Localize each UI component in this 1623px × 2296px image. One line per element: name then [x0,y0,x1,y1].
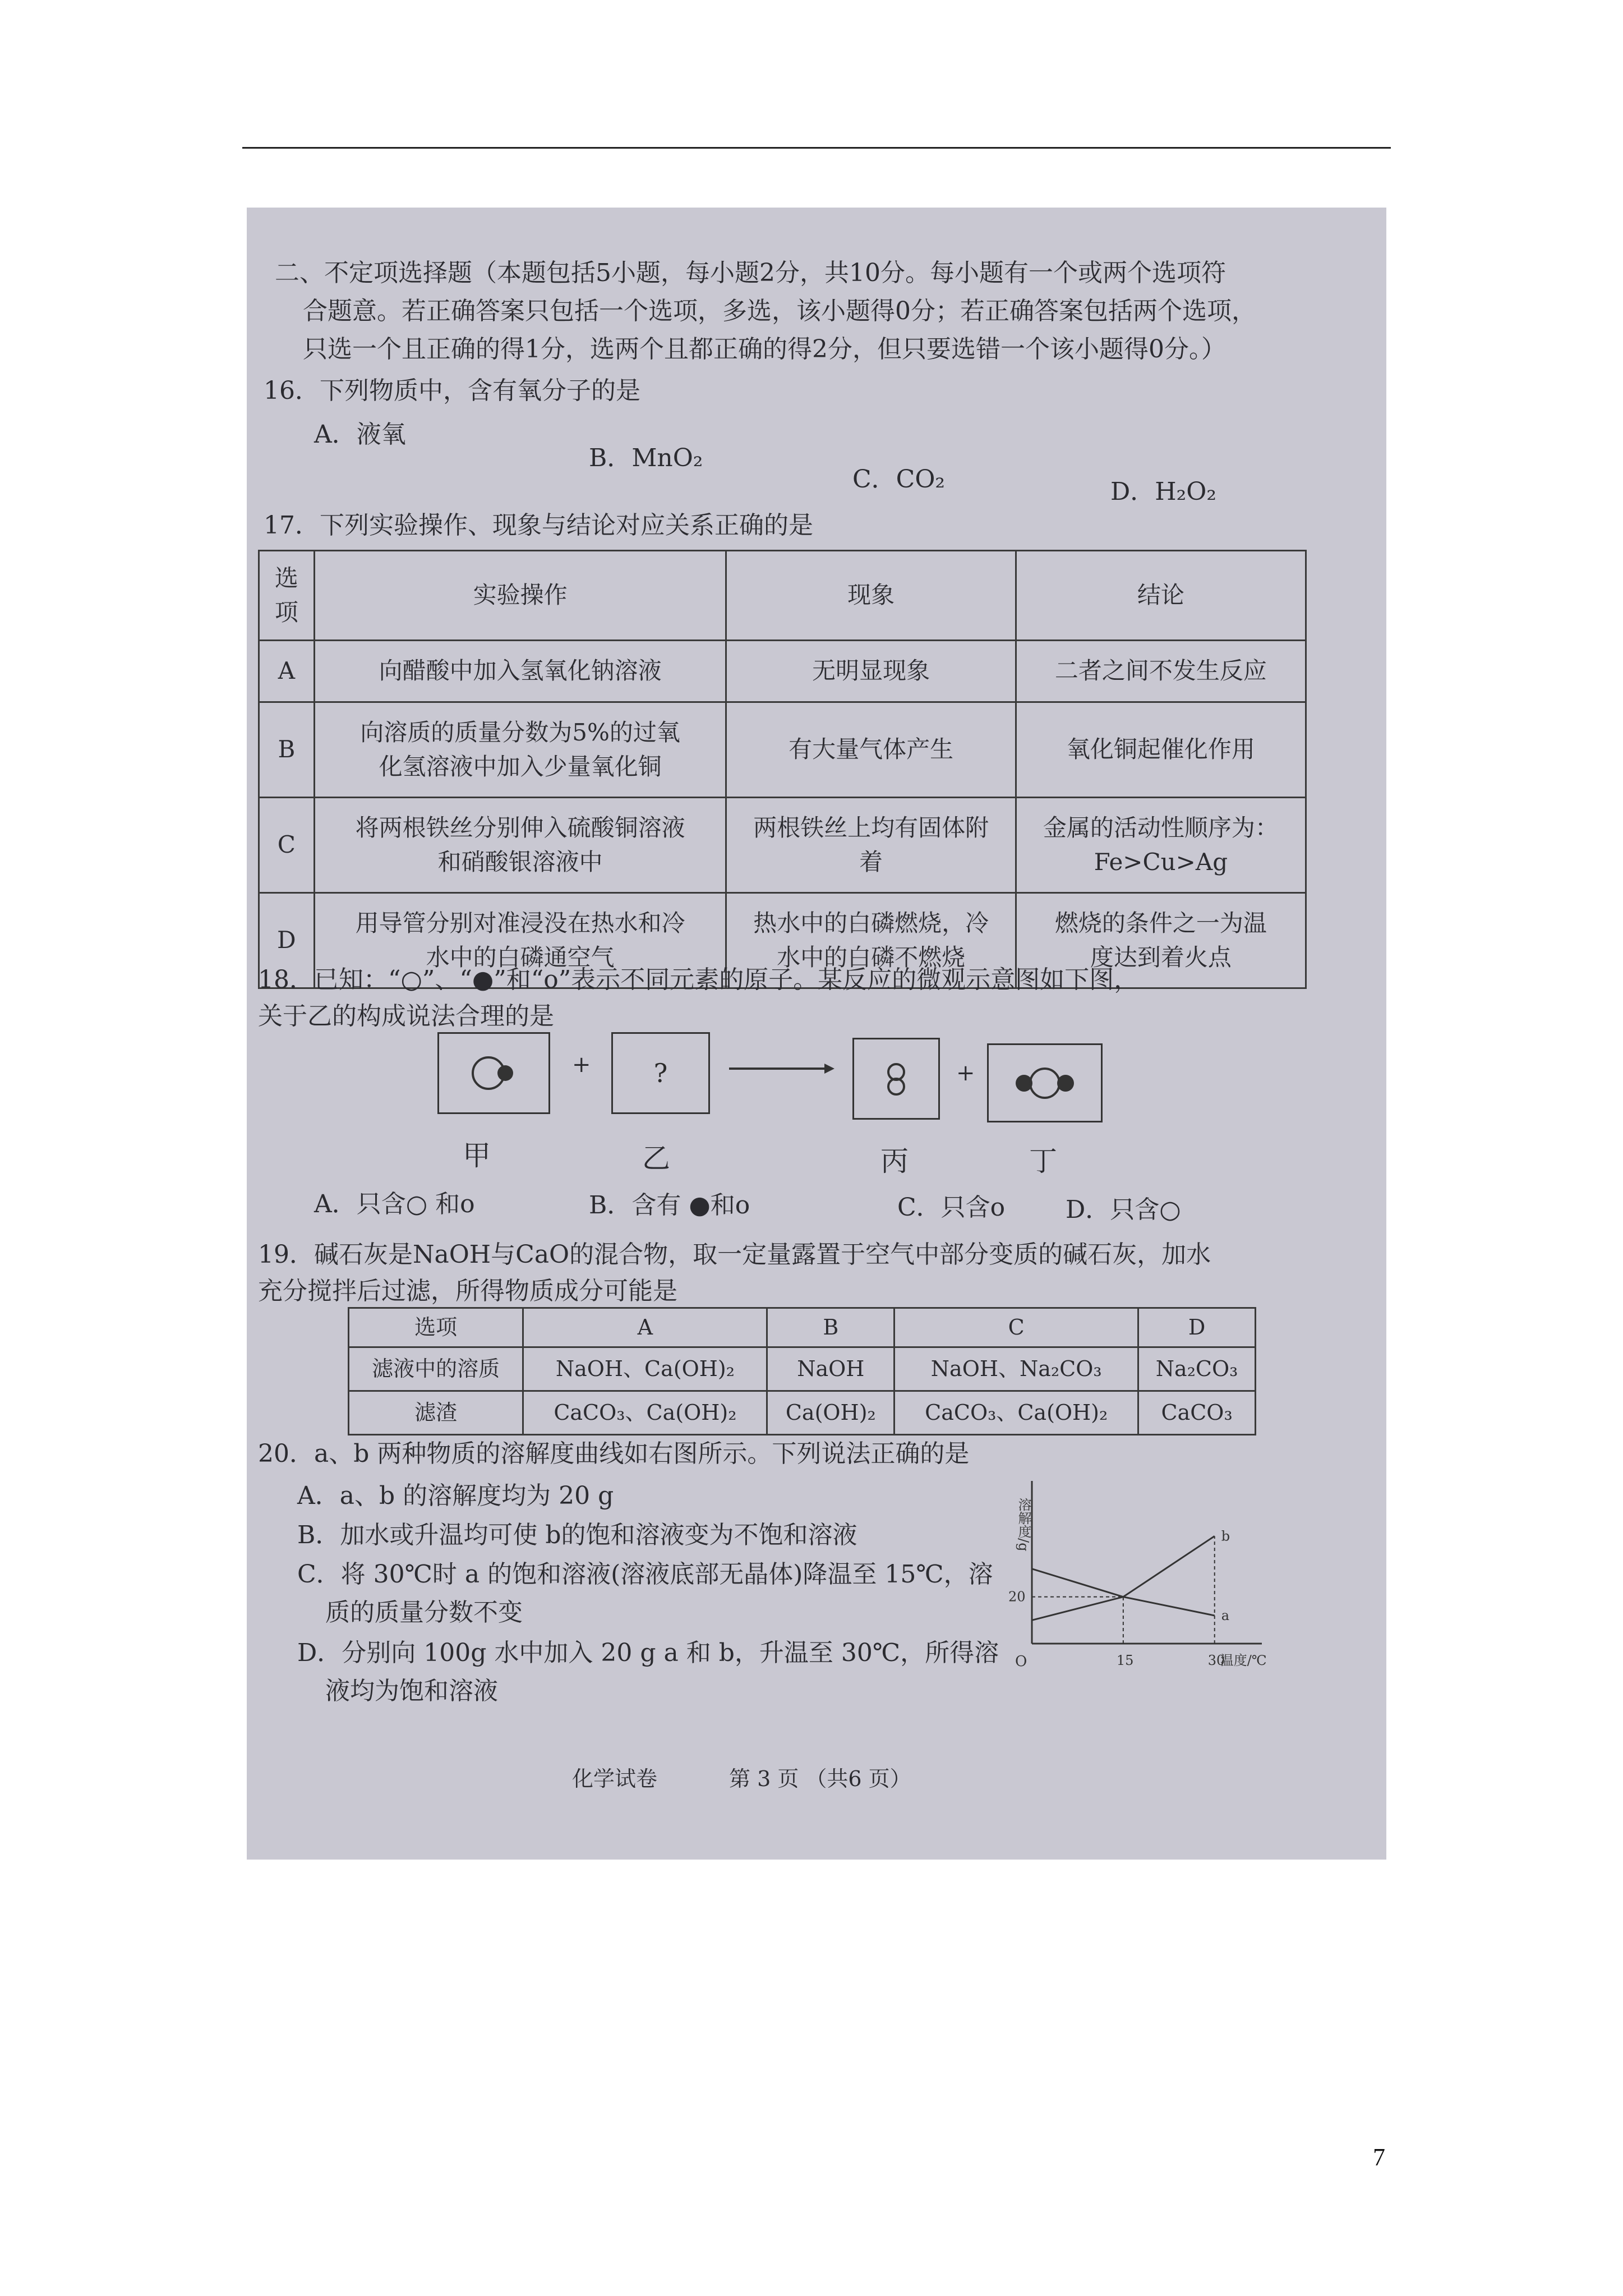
q19-row2-b: Ca(OH)₂ [767,1391,895,1435]
q19-table [348,1307,1256,1435]
plus-sign-1: + [572,1052,591,1078]
q17-row-phenomenon: 热水中的白磷燃烧，冷 水中的白磷不燃烧 [726,893,1016,988]
table-row [349,1391,1256,1435]
section-heading-line2: 合题意。若正确答案只包括一个选项，多选，该小题得0分；若正确答案包括两个选项， [303,297,1256,325]
section-heading-line1: 二、不定项选择题（本题包括5小题，每小题2分，共10分。每小题有一个或两个选项符 [275,259,1226,287]
q17-row-option: D [259,893,315,988]
q19-row1-label: 滤液中的溶质 [349,1347,523,1391]
y-axis-label: 溶解度/g [1016,1498,1031,1552]
footer-page-info: 第 3 页 （共6 页） [729,1766,911,1791]
q16-option-c: C．CO₂ [852,465,946,494]
q17-row-phenomenon: 有大量气体产生 [726,702,1016,798]
q20-option-d1: D．分别向 100g 水中加入 20 g a 和 b，升温至 30℃，所得溶 [297,1639,999,1667]
reaction-arrow-icon [729,1060,836,1077]
q18-option-d: D．只含○ [1066,1195,1181,1224]
solubility-chart [993,1475,1307,1677]
origin-label: O [1015,1653,1027,1670]
q18-option-b: B．含有 ●和o [589,1191,750,1220]
q19-header-d: D [1138,1308,1256,1347]
q19-header-b: B [767,1308,895,1347]
q18-line2: 关于乙的构成说法合理的是 [258,1002,554,1030]
q17-header-operation: 实验操作 [314,551,726,641]
q19-row1-b: NaOH [767,1347,895,1391]
q20-option-b: B．加水或升温均可使 b的饱和溶液变为不饱和溶液 [297,1521,857,1549]
x-tick-label: 15 [1116,1653,1134,1668]
header-rule [242,147,1391,149]
x-tick-label: 30 [1207,1653,1225,1668]
label-jia: 甲 [463,1139,491,1172]
product-bing-box [852,1038,940,1120]
reactant-jia-box [437,1032,550,1114]
product-ding-box [987,1043,1103,1122]
q17-row-conclusion: 金属的活动性顺序为： Fe>Cu>Ag [1016,798,1306,893]
q17-row-option: C [259,798,315,893]
q17-header-conclusion: 结论 [1016,551,1306,641]
y-tick-label: 20 [1008,1589,1026,1605]
label-bing: 丙 [880,1145,909,1177]
q19-header-a: A [523,1308,767,1347]
q17-row-option: A [259,641,315,702]
plus-sign-2: + [956,1060,975,1086]
scanned-exam-photo [247,208,1386,1860]
q18-option-a: A．只含○ 和o [314,1190,475,1218]
q16-option-d: D．H₂O₂ [1110,477,1216,506]
q18-line1: 18．已知：“○”、“●”和“o”表示不同元素的原子。某反应的微观示意图如下图， [258,965,1139,994]
table-row [349,1347,1256,1391]
q20-option-a: A．a、b 的溶解度均为 20 g [297,1481,614,1510]
series-line-b [1032,1536,1215,1620]
footer-exam-title: 化学试卷 [572,1766,658,1791]
page-number: 7 [1373,2143,1385,2171]
q19-row2-label: 滤渣 [349,1391,523,1435]
q20-option-c2: 质的质量分数不变 [325,1598,523,1627]
q19-row1-d: Na₂CO₃ [1138,1347,1256,1391]
q19-row2-c: CaCO₃、Ca(OH)₂ [895,1391,1138,1435]
q19-line2: 充分搅拌后过滤，所得物质成分可能是 [258,1277,677,1305]
table-row [259,798,1306,893]
series-label-b: b [1221,1528,1230,1544]
q17-row-operation: 向醋酸中加入氢氧化钠溶液 [314,641,726,702]
molecule-bing-icon [854,1039,938,1118]
molecule-ding-icon [989,1045,1101,1121]
q17-row-phenomenon: 两根铁丝上均有固体附 着 [726,798,1016,893]
q19-row1-c: NaOH、Na₂CO₃ [895,1347,1138,1391]
series-line-a [1032,1569,1215,1616]
reactant-yi-box: ? [611,1032,710,1114]
q18-option-c: C．只含o [897,1193,1006,1222]
q17-header-option: 选项 [259,551,315,641]
q17-row-phenomenon: 无明显现象 [726,641,1016,702]
q17-row-operation: 将两根铁丝分别伸入硫酸铜溶液 和硝酸银溶液中 [314,798,726,893]
q19-line1: 19．碱石灰是NaOH与CaO的混合物，取一定量露置于空气中部分变质的碱石灰，加水 [258,1240,1211,1269]
q17-row-conclusion: 燃烧的条件之一为温 度达到着火点 [1016,893,1306,988]
q19-row1-a: NaOH、Ca(OH)₂ [523,1347,767,1391]
table-row [259,641,1306,702]
q17-table [258,550,1307,989]
q19-header-option: 选项 [349,1308,523,1347]
q20-option-c1: C．将 30℃时 a 的饱和溶液(溶液底部无晶体)降温至 15℃，溶 [297,1560,993,1589]
q17-row-operation: 用导管分别对准浸没在热水和冷 水中的白磷通空气 [314,893,726,988]
q17-stem: 17．下列实验操作、现象与结论对应关系正确的是 [264,511,813,540]
table-row [259,702,1306,798]
q19-row2-a: CaCO₃、Ca(OH)₂ [523,1391,767,1435]
section-heading-line3: 只选一个且正确的得1分，选两个且都正确的得2分，但只要选错一个该小题得0分。） [303,335,1226,364]
q17-header-phenomenon: 现象 [726,551,1016,641]
q17-row-operation: 向溶质的质量分数为5%的过氧 化氢溶液中加入少量氧化铜 [314,702,726,798]
q20-stem: 20．a、b 两种物质的溶解度曲线如右图所示。下列说法正确的是 [258,1439,970,1468]
q16-stem: 16．下列物质中，含有氧分子的是 [264,376,640,405]
q16-option-b: B．MnO₂ [589,444,703,472]
q17-row-conclusion: 二者之间不发生反应 [1016,641,1306,702]
q17-row-conclusion: 氧化铜起催化作用 [1016,702,1306,798]
q20-option-d2: 液均为饱和溶液 [325,1677,498,1705]
q19-header-c: C [895,1308,1138,1347]
x-axis-label: 温度/℃ [1220,1653,1267,1668]
q17-row-option: B [259,702,315,798]
q16-option-a: A．液氧 [314,420,406,449]
label-yi: 乙 [642,1142,670,1175]
molecule-jia-icon [439,1034,548,1112]
q19-row2-d: CaCO₃ [1138,1391,1256,1435]
series-label-a: a [1221,1608,1230,1623]
label-ding: 丁 [1029,1145,1057,1177]
